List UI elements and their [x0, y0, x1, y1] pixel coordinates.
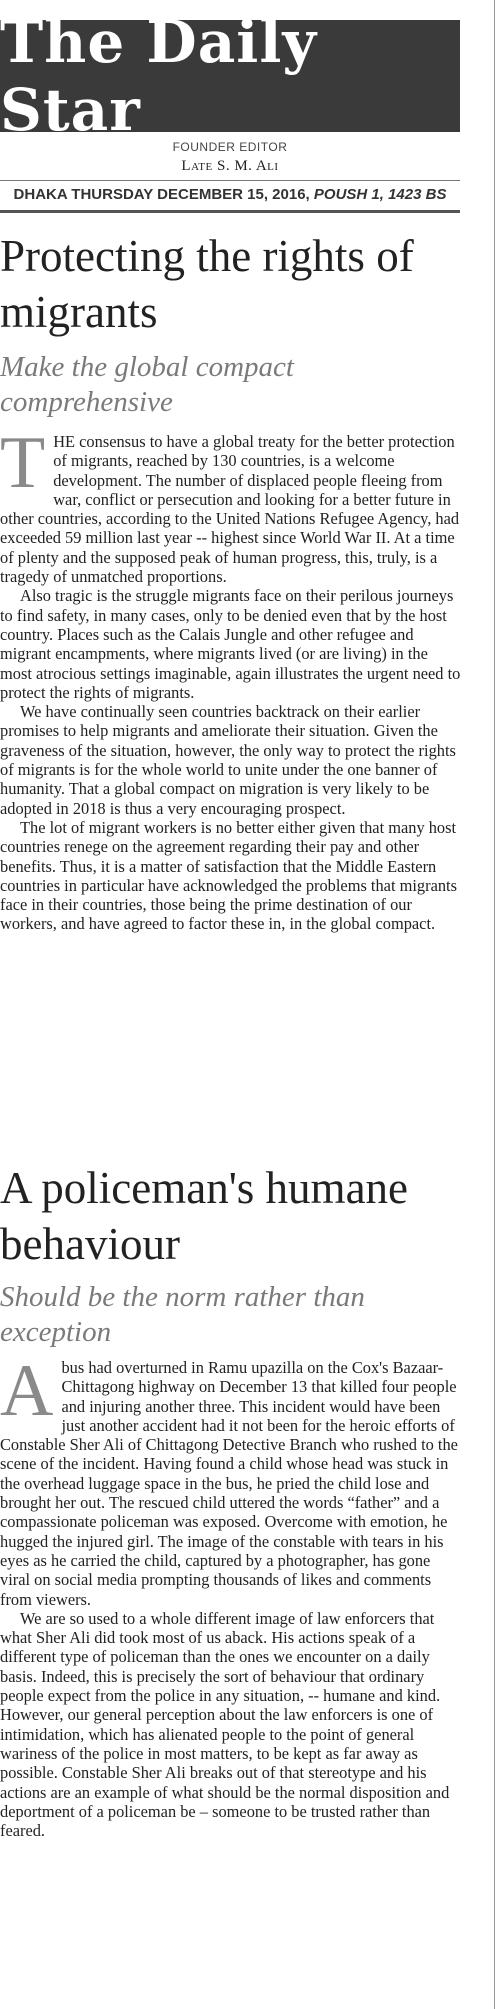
editorial-2-subhead: Should be the norm rather than exception: [0, 1281, 365, 1348]
founder-label: FOUNDER EDITOR: [172, 140, 288, 154]
masthead: [0, 8, 460, 144]
editorial-1-paragraph: We have continually seen countries backtrack on their earlier promises to help migrants and ameliorate their situation. Given the graveness of the situation, however, the only way to protect the rights of migrants is for the whole world to unite under the one banner of humanity. That a global compact on migration is very likely to be adopted in 2018 is thus a very encouraging prospect.: [0, 702, 456, 818]
editorial-1-paragraph: THE consensus to have a global treaty for the better protection of migrants, reached by 130 countries, is a welcome development. The number of displaced people fleeing from war, conflict or persecution and looking for a better future in other countries, according to the United Nations Refugee Agency, had exceeded 59 million last year -- highest since World War II. At a time of plenty and the supposed peak of human progress, this, truly, is a tragedy of unmatched proportions.: [0, 422, 460, 587]
dateline: [0, 186, 460, 203]
masthead-title: The Daily Star: [0, 8, 318, 144]
dateline-date: DHAKA THURSDAY DECEMBER 15, 2016,: [13, 186, 310, 203]
editorial-1-dropcap: T: [0, 422, 46, 504]
editorial-1-paragraph: The lot of migrant workers is no better either given that many host countries renege on the agreement regarding their pay and other benefits. Thus, it is a matter of satisfaction that the Middle Eastern countries in particular have acknowledged the problems that migrants face in their countries, those being the prime destination of our workers, and have agreed to factor these in, in the global compact.: [0, 817, 457, 934]
column-rule: [494, 0, 495, 2009]
editorial-2-headline: A policeman's humane behaviour: [0, 1163, 409, 1269]
editorial-2-dropcap: A: [0, 1350, 54, 1432]
editorial-1-paragraph: Also tragic is the struggle migrants face on their perilous journeys to find safety, in many cases, only to be denied even that by the host country. Places such as the Calais Jungle and other refugee and migrant encampments, where migrants lived (or are living) in the most atrocious settings imaginable, again illustrates the urgent need to protect the rights of migrants.: [0, 586, 461, 702]
editorial-2-body: [0, 1350, 462, 1841]
editorial-1-headline: Protecting the rights of migrants: [0, 231, 414, 337]
dateline-bangla-date: POUSH 1, 1423 BS: [313, 186, 447, 203]
founder-name: Late S. M. Ali: [181, 158, 279, 174]
editorial-1-body: [0, 422, 462, 934]
dateline-bottom-rule: [0, 210, 460, 213]
editorial-1-subhead: Make the global compact comprehensive: [0, 351, 294, 418]
editorial-2-paragraph: Abus had overturned in Ramu upazilla on the Cox's Bazaar-Chittagong highway on December 13 that killed four people and injuring another three. This incident would have been just another accident had it not been for the heroic efforts of Constable Sher Ali of Chittagong Detective Branch who rushed to the scene of the incident. Having found a child whose head was stuck in the overhead luggage space in the bus, he pried the child lose and brought her out. The rescued child uttered the words “father” and a compassionate policeman was exposed. Overcome with emotion, he hugged the injured girl. The image of the constable with tears in his eyes as he carried the child, captured by a photographer, has gone viral on social media prompting thousands of likes and comments from viewers.: [0, 1350, 458, 1609]
editorial-2-paragraph: We are so used to a whole different image of law enforcers that what Sher Ali did took most of us aback. His actions speak of a different type of policeman than the ones we encounter on a daily basis. Indeed, this is precisely the sort of behaviour that ordinary people expect from the police in any situation, -- humane and kind. However, our general perception about the law enforcers is one of intimidation, which has alienated people to the point of general wariness of the police in most matters, to be kept as far away as possible. Constable Sher Ali breaks out of that stereotype and his actions are an example of what should be the normal disposition and deportment of a policeman be – someone to be trusted rather than feared.: [0, 1608, 450, 1841]
dateline-top-rule: [0, 180, 460, 181]
